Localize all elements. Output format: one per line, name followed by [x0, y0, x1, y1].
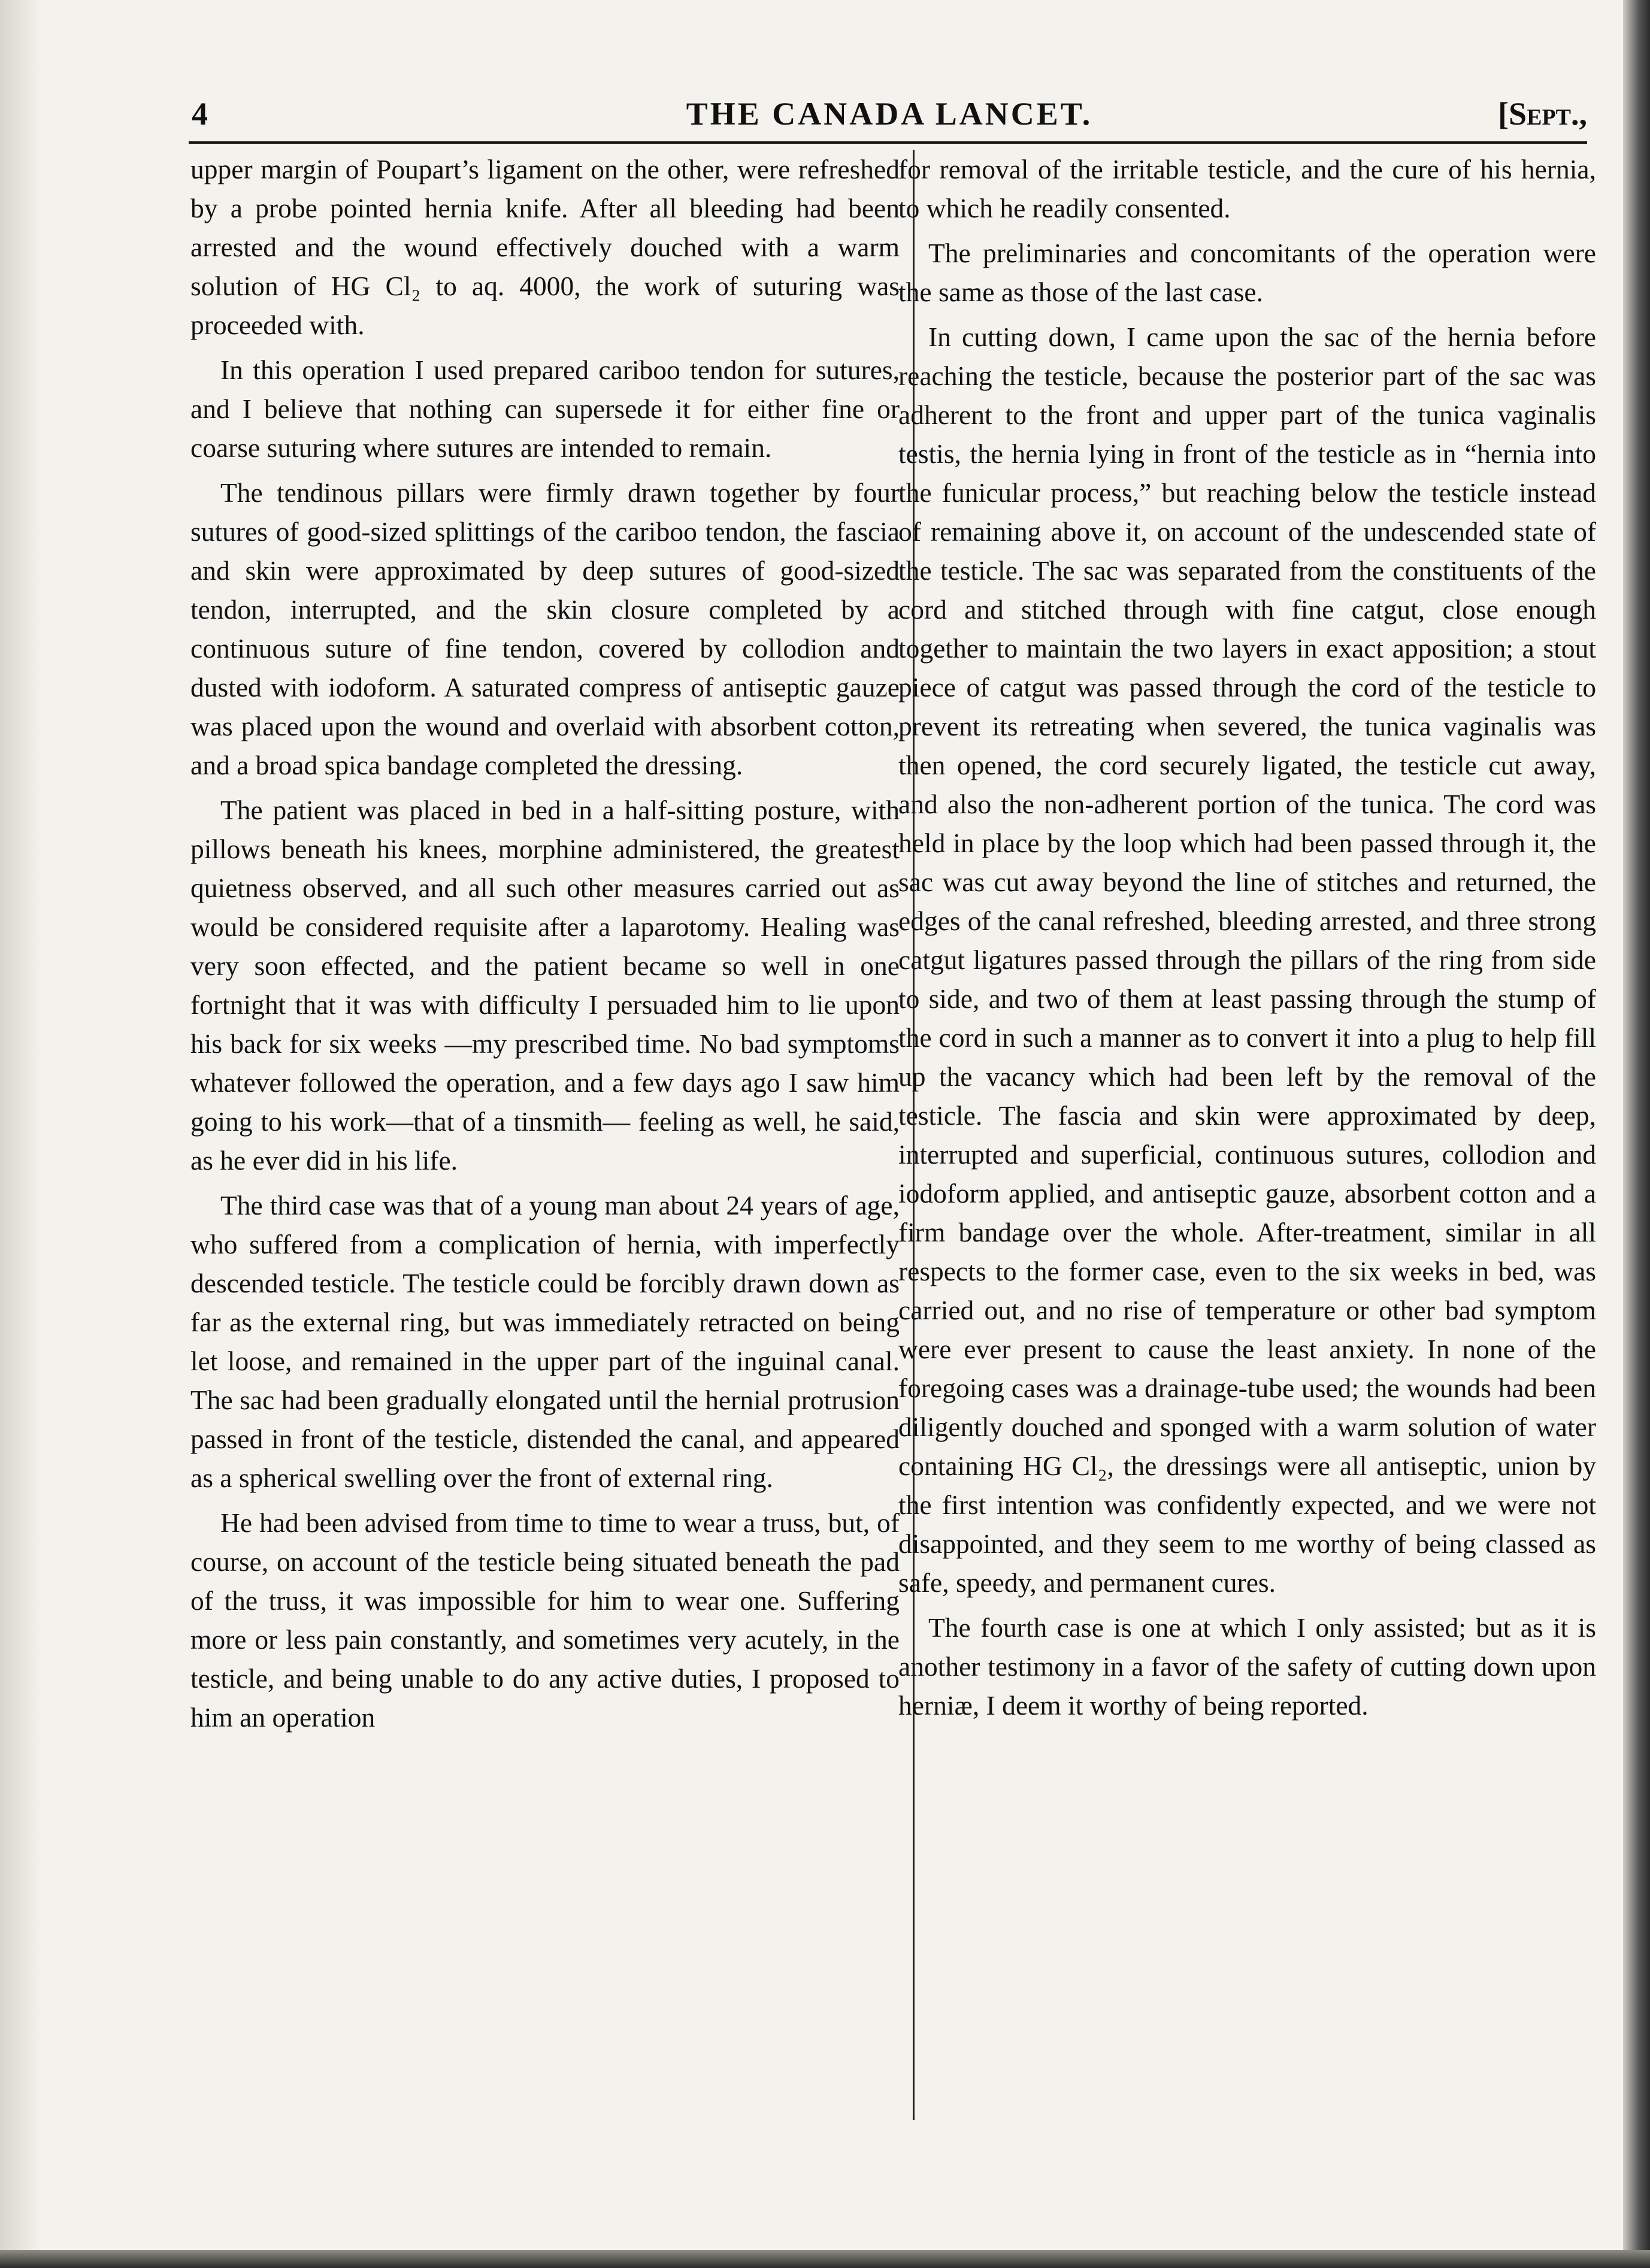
right-column	[898, 150, 1596, 1725]
scan-bottom-edge	[0, 2250, 1650, 2268]
paragraph: He had been advised from time to time to wear a truss, but, of course, on account of the testicle being situated beneath the pad of the truss, it was impossible for him to wear one. Suffering more or less pain constantly, and sometimes very acutely, in the testicle, and being unable to do any active duties, I proposed to him an operation	[190, 1507, 900, 1733]
scan-right-edge	[1623, 0, 1650, 2268]
journal-title: THE CANADA LANCET.	[686, 96, 1093, 132]
header-rule	[189, 141, 1587, 144]
paragraph: In this operation I used prepared cariboo tendon for sutures, and I believe that nothing can supersede it for either fine or coarse suturing where sutures are intended to remain.	[190, 355, 900, 463]
paragraph: for removal of the irritable testicle, and the cure of his hernia, to which he readily consented.	[898, 154, 1596, 223]
page-number: 4	[192, 96, 208, 132]
paragraph: upper margin of Poupart’s ligament on the other, were refreshed by a probe pointed hernia knife. After all bleeding had been arrested and the wound effectively douched with a warm solution of HG Cl₂ to aq. 4000, the work of suturing was proceeded with.	[190, 154, 900, 340]
paragraph: The tendinous pillars were firmly drawn together by four sutures of good-sized splittings of the cariboo tendon, the fascia and skin were approximated by deep sutures of good-sized tendon, interrupted, and the skin closure completed by a continuous suture of fine tendon, covered by collodion and dusted with iodoform. A saturated compress of antiseptic gauze was placed upon the wound and overlaid with absorbent cotton, and a broad spica bandage completed the dressing.	[190, 477, 900, 780]
paragraph: The fourth case is one at which I only assisted; but as it is another testimony in a favor of the safety of cutting down upon herniæ, I deem it worthy of being reported.	[898, 1612, 1596, 1721]
issue-month: [Sept.,	[1498, 96, 1587, 132]
paragraph: The third case was that of a young man about 24 years of age, who suffered from a complication of hernia, with imperfectly descended testicle. The testicle could be forcibly drawn down as far as the external ring, but was immediately retracted on being let loose, and remained in the upper part of the inguinal canal. The sac had been gradually elongated until the hernial protrusion passed in front of the testicle, distended the canal, and appeared as a spherical swelling over the front of external ring.	[190, 1190, 900, 1493]
paragraph: The patient was placed in bed in a half-sitting posture, with pillows beneath his knees, morphine administered, the greatest quietness observed, and all such other measures carried out as would be considered requisite after a laparotomy. Healing was very soon effected, and the patient became so well in one fortnight that it was with difficulty I persuaded him to lie upon his back for six weeks —my prescribed time. No bad symptoms whatever followed the operation, and a few days ago I saw him going to his work—that of a tinsmith— feeling as well, he said, as he ever did in his life.	[190, 795, 900, 1176]
paragraph: The preliminaries and concomitants of the operation were the same as those of the last case.	[898, 238, 1596, 307]
scan-left-margin	[0, 0, 42, 2268]
paragraph: In cutting down, I came upon the sac of the hernia before reaching the testicle, because the posterior part of the sac was adherent to the front and upper part of the tunica vaginalis testis, the hernia lying in front of the testicle as in “hernia into the funicular process,” but reaching below the testicle instead of remaining above it, on account of the undescended state of the testicle. The sac was separated from the constituents of the cord and stitched through with fine catgut, close enough together to maintain the two layers in exact apposition; a stout piece of catgut was passed through the cord of the testicle to prevent its retreating when severed, the tunica vaginalis was then opened, the cord securely ligated, the testicle cut away, and also the non-adherent portion of the tunica. The cord was held in place by the loop which had been passed through it, the sac was cut away beyond the line of stitches and returned, the edges of the canal refreshed, bleeding arrested, and three strong catgut ligatures passed through the pillars of the ring from side to side, and two of them at least passing through the stump of the cord in such a manner as to convert it into a plug to help fill up the vacancy which had been left by the removal of the testicle. The fascia and skin were approximated by deep, interrupted and superficial, continuous sutures, collodion and iodoform applied, and antiseptic gauze, absorbent cotton and a firm bandage over the whole. After-treatment, similar in all respects to the former case, even to the six weeks in bed, was carried out, and no rise of temperature or other bad symptom were ever present to cause the least anxiety. In none of the foregoing cases was a drainage-tube used; the wounds had been diligently douched and sponged with a warm solution of water containing HG Cl₂, the dressings were all antiseptic, union by the first intention was confidently expected, and we were not disappointed, and they seem to me worthy of being classed as safe, speedy, and permanent cures.	[898, 322, 1596, 1598]
left-column	[190, 150, 900, 1737]
running-head	[192, 90, 1587, 138]
